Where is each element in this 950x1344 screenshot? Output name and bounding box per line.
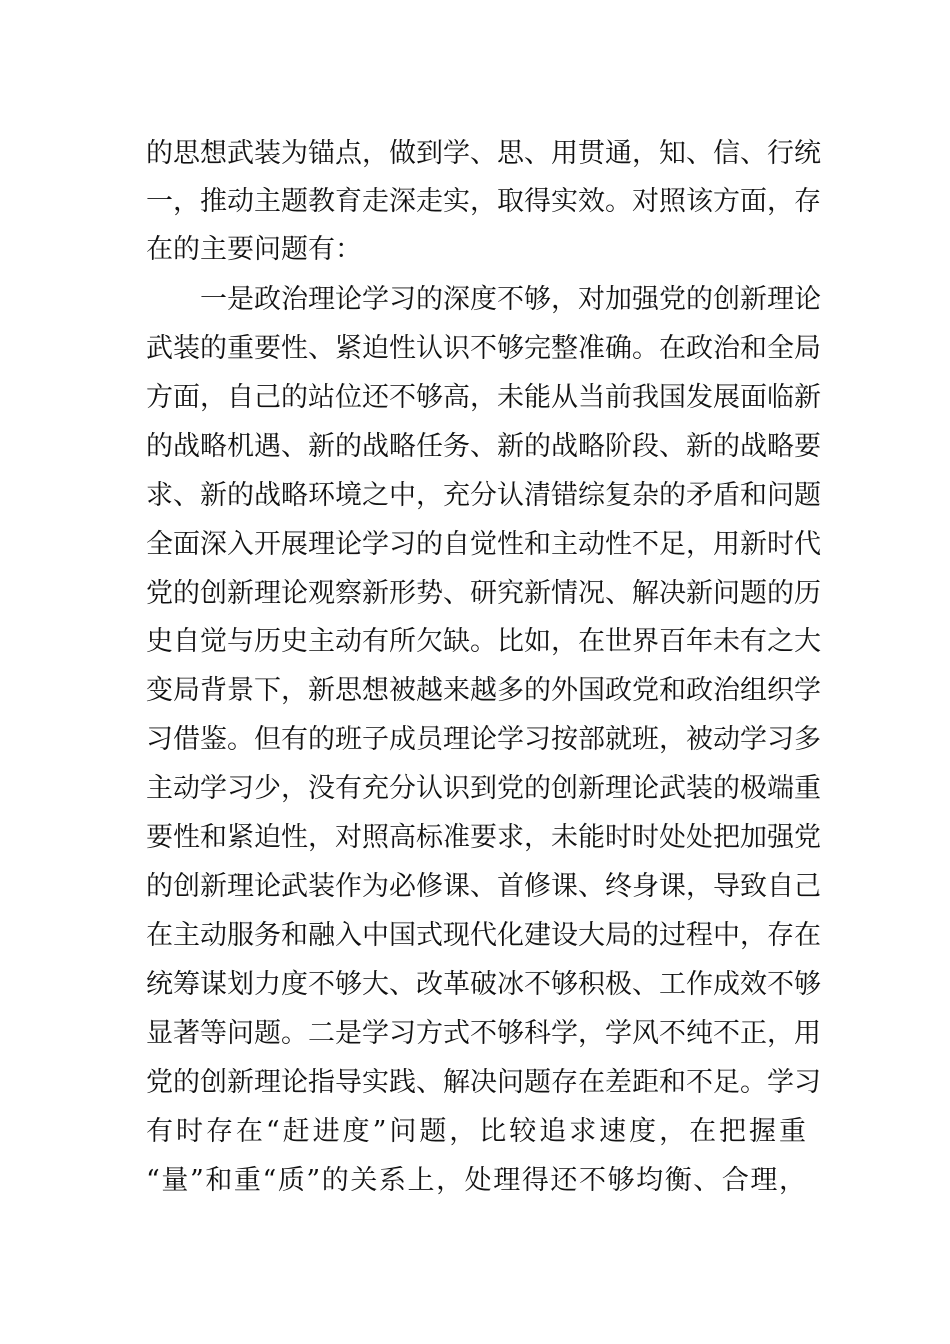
text-line: 求、新的战略环境之中，充分认清错综复杂的矛盾和问题 — [146, 480, 821, 511]
text-line: 全面深入开展理论学习的自觉性和主动性不足，用新时代 — [146, 529, 821, 560]
text-line: 的创新理论武装作为必修课、首修课、终身课，导致自己 — [146, 871, 821, 902]
text-line: 史自觉与历史主动有所欠缺。比如，在世界百年未有之大 — [146, 626, 821, 657]
text-line: 的战略机遇、新的战略任务、新的战略阶段、新的战略要 — [146, 431, 821, 462]
text-line: 要性和紧迫性，对照高标准要求，未能时时处处把加强党 — [146, 822, 821, 853]
text-line: 有时存在“赶进度”问题，比较追求速度，在把握重 — [146, 1116, 806, 1147]
text-line: 武装的重要性、紧迫性认识不够完整准确。在政治和全局 — [146, 333, 821, 364]
text-line: 党的创新理论指导实践、解决问题存在差距和不足。学习 — [146, 1067, 821, 1098]
text-line: 一是政治理论学习的深度不够，对加强党的创新理论 — [146, 284, 821, 315]
text-line: 党的创新理论观察新形势、研究新情况、解决新问题的历 — [146, 578, 821, 609]
text-line: 一，推动主题教育走深走实，取得实效。对照该方面，存 — [146, 186, 821, 217]
text-line: 显著等问题。二是学习方式不够科学，学风不纯不正，用 — [146, 1018, 821, 1049]
text-line: 的思想武装为锚点，做到学、思、用贯通，知、信、行统 — [146, 138, 821, 169]
text-line: 习借鉴。但有的班子成员理论学习按部就班，被动学习多 — [146, 724, 821, 755]
text-line: “量”和重“质”的关系上，处理得还不够均衡、合理， — [146, 1165, 806, 1196]
text-line: 统筹谋划力度不够大、改革破冰不够积极、工作成效不够 — [146, 969, 821, 1000]
text-line: 方面，自己的站位还不够高，未能从当前我国发展面临新 — [146, 382, 821, 413]
text-line: 在的主要问题有： — [146, 234, 362, 265]
text-line: 主动学习少，没有充分认识到党的创新理论武装的极端重 — [146, 773, 821, 804]
text-line: 在主动服务和融入中国式现代化建设大局的过程中，存在 — [146, 920, 821, 951]
text-line: 变局背景下，新思想被越来越多的外国政党和政治组织学 — [146, 675, 821, 706]
